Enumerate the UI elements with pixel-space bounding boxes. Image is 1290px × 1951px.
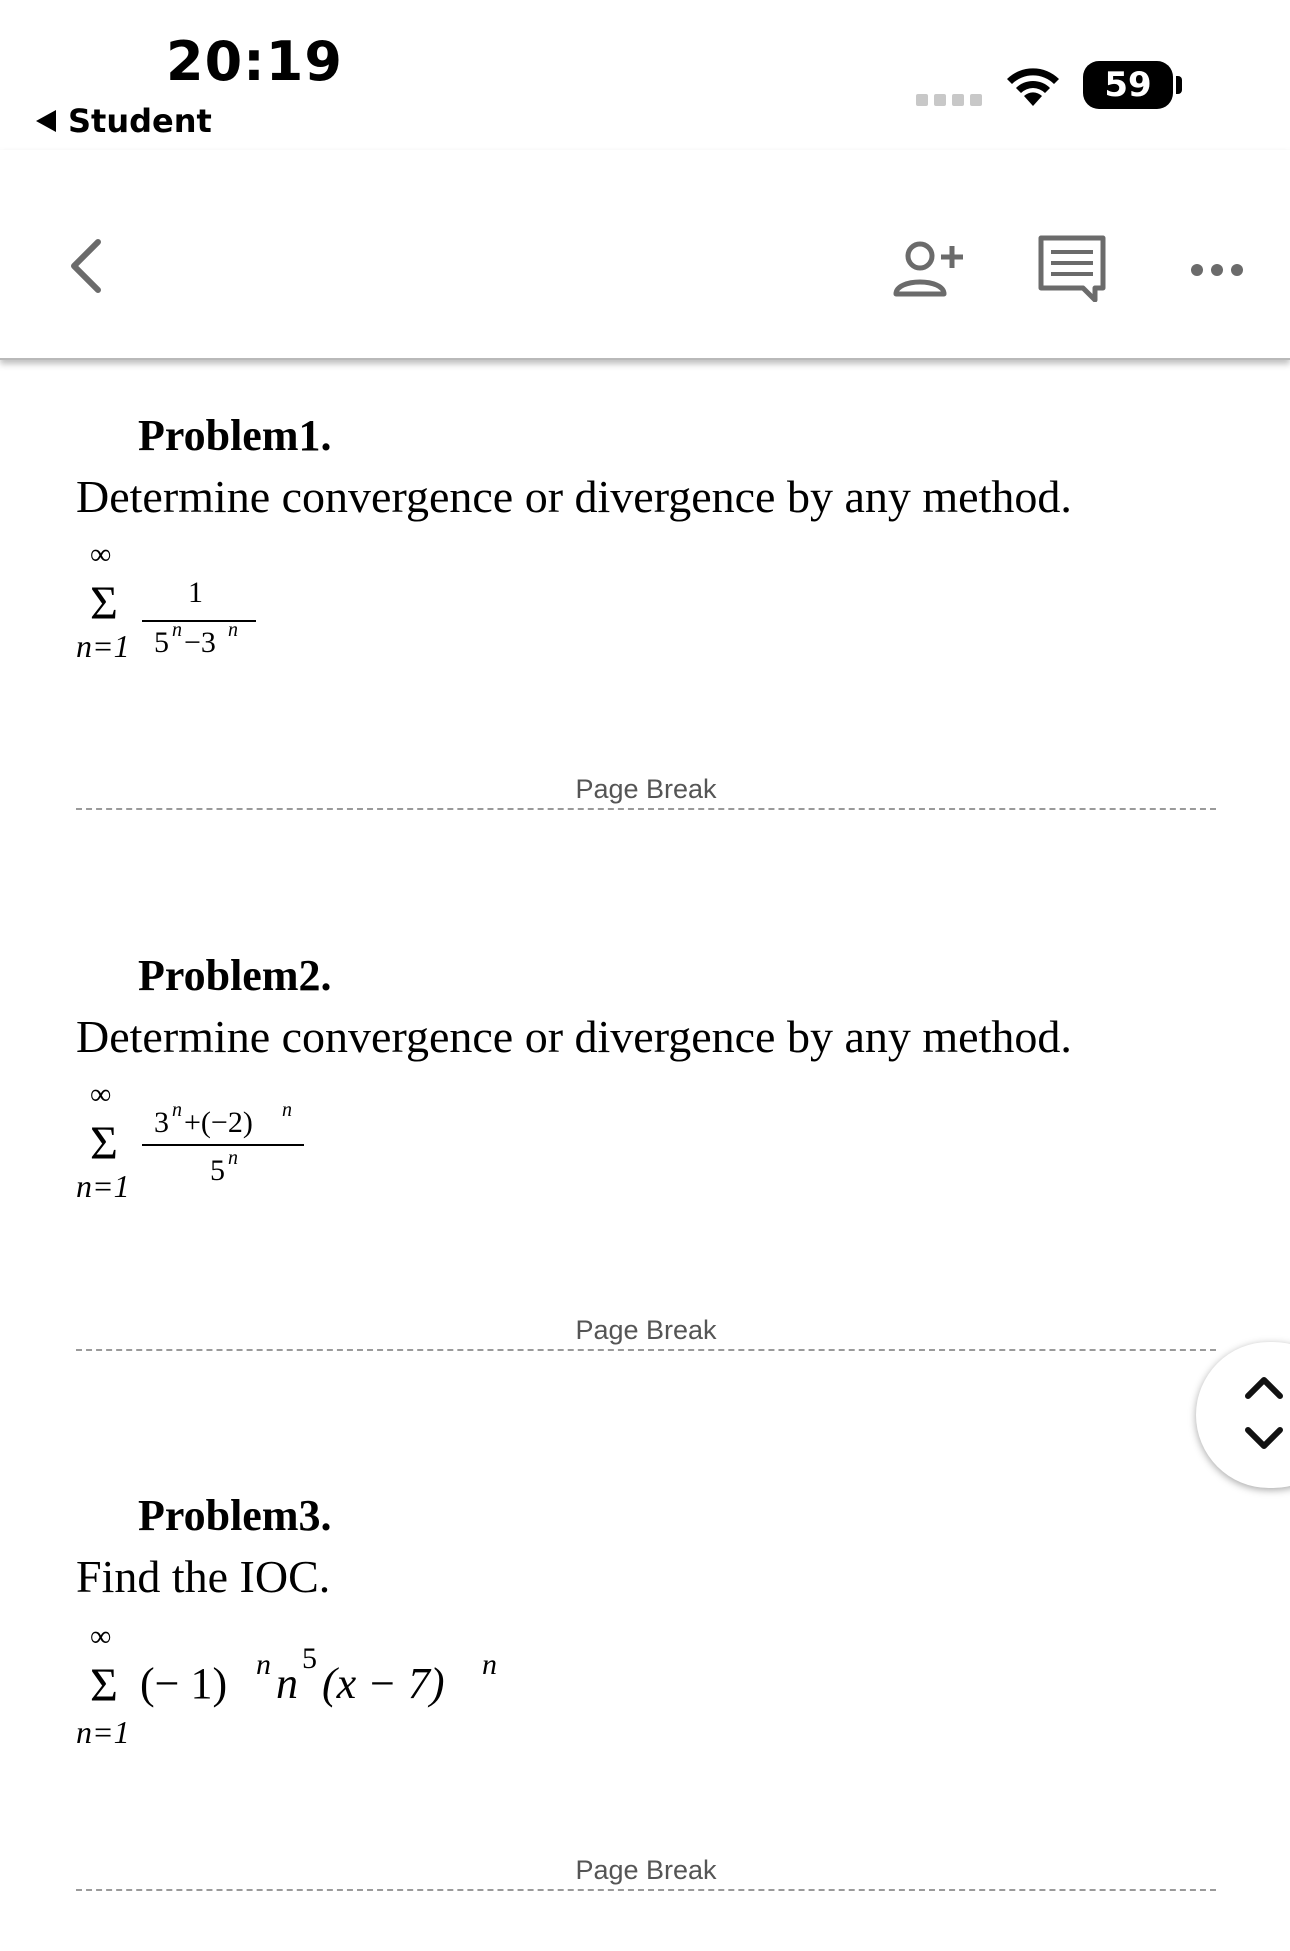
- exponent: n: [228, 1147, 238, 1169]
- add-person-icon[interactable]: [890, 238, 966, 298]
- sigma-symbol: Σ: [90, 577, 118, 630]
- cellular-signal-icon: [916, 94, 982, 106]
- problem-title: Problem3.: [138, 1491, 332, 1540]
- denominator-base: 5: [210, 1154, 225, 1187]
- sum-upper-limit: ∞: [90, 538, 112, 571]
- battery-indicator: [1083, 61, 1173, 109]
- chevron-left-icon[interactable]: [62, 236, 112, 296]
- denominator-base: 5: [154, 626, 169, 659]
- exponent: n: [282, 1099, 292, 1121]
- status-bar: [0, 0, 1290, 150]
- battery-nub: [1176, 76, 1182, 94]
- chevron-up-icon[interactable]: [1242, 1374, 1286, 1402]
- page-break-label: Page Break: [575, 774, 717, 804]
- page-break-label: Page Break: [575, 1315, 717, 1345]
- sum-lower-limit: n=1: [76, 628, 130, 664]
- status-time: 20:19: [166, 30, 343, 93]
- back-to-app-button[interactable]: [36, 102, 212, 140]
- back-app-label: Student: [68, 102, 212, 140]
- numerator-term: +(−2): [184, 1106, 253, 1139]
- numerator-base: 3: [154, 1106, 169, 1139]
- fraction-bar: [142, 620, 256, 622]
- exponent: 5: [302, 1642, 317, 1675]
- page-break-line: [76, 1889, 1216, 1891]
- problem-title: Problem2.: [138, 951, 332, 1000]
- exponent: n: [172, 1099, 182, 1121]
- page-break-line: [76, 1349, 1216, 1351]
- sum-upper-limit: ∞: [90, 1078, 112, 1111]
- sum-upper-limit: ∞: [90, 1620, 112, 1653]
- denominator-term: −3: [184, 626, 216, 659]
- wifi-icon: [1004, 62, 1062, 108]
- exponent: n: [228, 619, 238, 641]
- term-part: (− 1): [140, 1659, 228, 1708]
- chevron-down-icon[interactable]: [1242, 1424, 1286, 1452]
- more-icon[interactable]: [1190, 260, 1244, 280]
- back-triangle-icon: [36, 110, 56, 132]
- comment-icon[interactable]: [1037, 234, 1107, 302]
- exponent: n: [256, 1648, 271, 1681]
- fraction-bar: [142, 1144, 304, 1146]
- sigma-symbol: Σ: [90, 1659, 118, 1712]
- term-part: n: [276, 1659, 298, 1708]
- sigma-symbol: Σ: [90, 1117, 118, 1170]
- math-expression: [76, 1620, 536, 1750]
- problem-title: Problem1.: [138, 411, 332, 460]
- page-break: [76, 1855, 1216, 1895]
- problem-text: Determine convergence or divergence by any method.: [76, 471, 1072, 522]
- numerator: 1: [188, 576, 203, 609]
- battery-level: 59: [1104, 65, 1152, 105]
- page-navigation-control: [1196, 1342, 1290, 1488]
- sum-lower-limit: n=1: [76, 1168, 130, 1204]
- problem-text: Determine convergence or divergence by any method.: [76, 1011, 1072, 1062]
- page-break: [76, 1315, 1216, 1355]
- doc-toolbar: [0, 150, 1290, 360]
- math-expression: [76, 538, 296, 664]
- exponent: n: [482, 1648, 497, 1681]
- problem-text: Find the IOC.: [76, 1551, 331, 1602]
- math-expression: [76, 1078, 336, 1204]
- sum-lower-limit: n=1: [76, 1714, 130, 1750]
- page-break-label: Page Break: [575, 1855, 717, 1885]
- page-break: [76, 774, 1216, 814]
- page-break-line: [76, 808, 1216, 810]
- exponent: n: [172, 619, 182, 641]
- term-part: (x − 7): [322, 1659, 445, 1708]
